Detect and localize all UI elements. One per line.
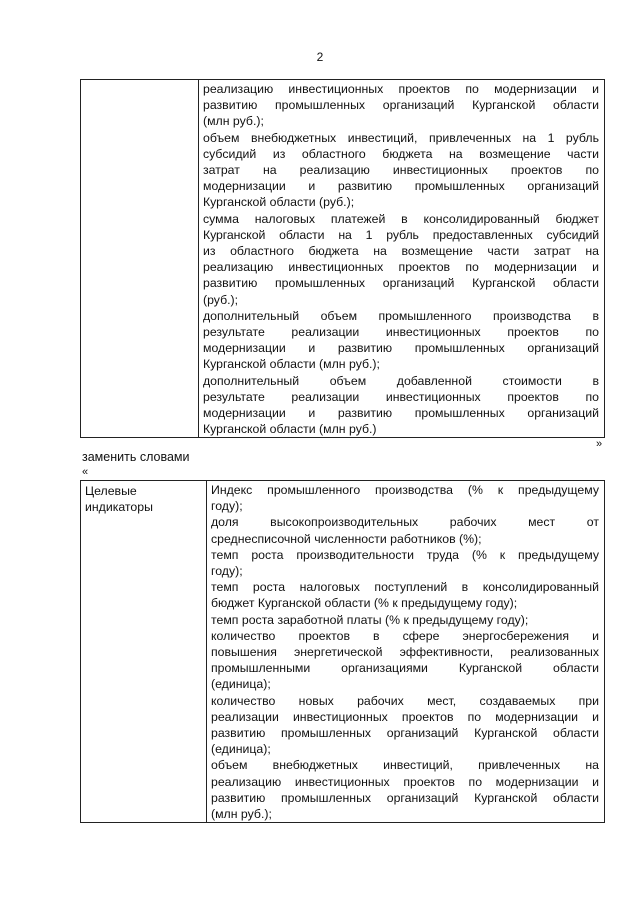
indicator-line: количество проектов в сфере энергосбережения и [211, 628, 599, 643]
indicator-line: Индекс промышленного производства (% к предыдущему [211, 483, 599, 497]
indicator-line: (единица); [211, 742, 271, 757]
indicator-line: развитию промышленных организаций Курганской области [203, 98, 599, 113]
passport-table-old [80, 79, 605, 438]
indicator-line: реализации инвестиционных проектов по модернизации и [211, 709, 599, 724]
page-number: 2 [316, 50, 324, 64]
indicator-line: году); [211, 564, 243, 579]
indicator-line: объем внебюджетных инвестиций, привлеченных на [211, 758, 599, 773]
indicator-line: модернизации и развитию промышленных организаций [203, 179, 599, 194]
indicator-line: (млн руб.); [211, 807, 272, 822]
indicator-line: бюджет Курганской области (% к предыдущему году); [211, 596, 518, 611]
indicator-line: темп роста производительности труда (% к предыдущему [211, 547, 599, 562]
indicator-line: субсидий из областного бюджета на возмещение части [203, 146, 599, 161]
indicator-line: повышения энергетической эффективности, реализованных [211, 645, 599, 660]
indicator-line: Курганской области (млн руб.); [203, 357, 380, 372]
indicator-line: дополнительный объем промышленного производства в [203, 308, 599, 323]
closing-quote: » [596, 438, 603, 450]
indicator-line: Курганской области (руб.); [203, 195, 355, 210]
indicator-line: темп роста заработной платы (% к предыдущему году); [211, 612, 529, 627]
replace-with-words: заменить словами [82, 450, 190, 464]
indicator-line: (руб.); [203, 292, 239, 307]
passport-table-new [80, 480, 605, 823]
table2-indicators-cell [207, 481, 605, 823]
indicator-line: развитию промышленных организаций Курганской области [211, 790, 599, 805]
indicator-line: Курганской области на 1 рубль предоставленных субсидий [203, 227, 599, 242]
indicator-line: (млн руб.); [203, 114, 264, 129]
indicator-line: реализацию инвестиционных проектов по модернизации и [203, 260, 599, 275]
indicator-line: году); [211, 499, 243, 514]
indicator-line: из областного бюджета на возмещение части затрат на [203, 244, 599, 259]
opening-quote: « [82, 466, 89, 478]
indicator-line: реализацию инвестиционных проектов по модернизации и [203, 82, 599, 96]
indicator-line: сумма налоговых платежей в консолидированный бюджет [203, 211, 599, 226]
indicator-line: Курганской области (млн руб.) [203, 422, 377, 437]
target-indicators-label: Целевые индикаторы [81, 481, 207, 823]
indicator-line: результате реализации инвестиционных проектов по [203, 325, 599, 340]
indicator-line: результате реализации инвестиционных проектов по [203, 389, 599, 404]
indicator-line: (единица); [211, 677, 271, 692]
indicator-line: количество новых рабочих мест, создаваемых при [211, 693, 599, 708]
indicator-line: развитию промышленных организаций Курганской области [203, 276, 599, 291]
indicator-line: модернизации и развитию промышленных организаций [203, 406, 599, 421]
table1-indicators-cell [199, 80, 605, 438]
indicator-line: среднесписочной численности работников (%); [211, 531, 482, 546]
indicator-line: объем внебюджетных инвестиций, привлеченных на 1 рубль [203, 130, 599, 145]
indicator-line: развитию промышленных организаций Курганской области [211, 726, 599, 741]
indicator-line: темп роста налоговых поступлений в консолидированный [211, 580, 599, 595]
table1-label-cell [81, 80, 199, 438]
indicator-line: доля высокопроизводительных рабочих мест от [211, 515, 599, 530]
indicator-line: модернизации и развитию промышленных организаций [203, 341, 599, 356]
indicator-line: реализацию инвестиционных проектов по модернизации и [211, 774, 599, 789]
indicator-line: дополнительный объем добавленной стоимости в [203, 373, 599, 388]
indicator-line: промышленными организациями Курганской области [211, 661, 599, 676]
indicator-line: затрат на реализацию инвестиционных проектов по [203, 163, 599, 178]
